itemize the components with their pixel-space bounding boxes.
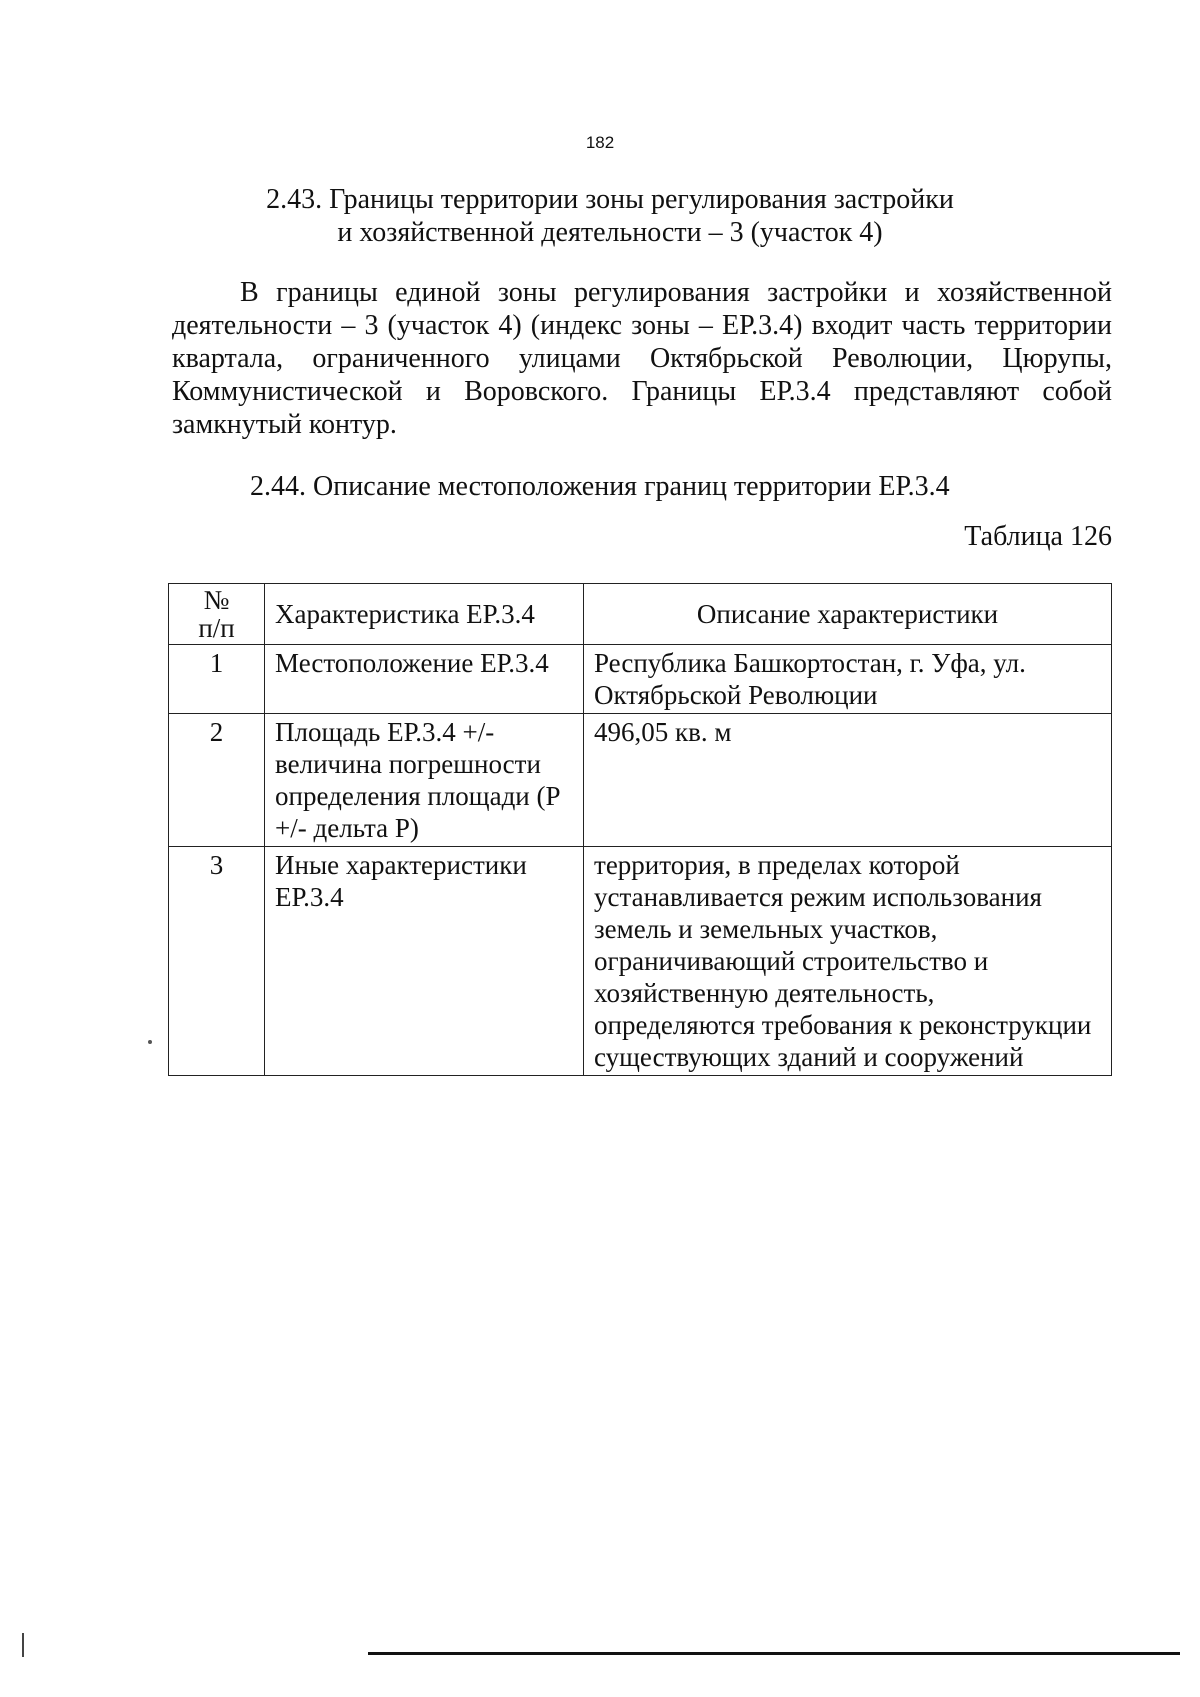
row-description: 496,05 кв. м xyxy=(584,714,1112,847)
page-number: 182 xyxy=(585,133,615,152)
characteristics-table xyxy=(168,583,1112,1076)
header-number-pp: п/п xyxy=(198,613,235,643)
section-title-line-2: и хозяйственной деятельности – 3 (участок 4) xyxy=(337,217,883,248)
row-characteristic: Местоположение ЕР.3.4 xyxy=(265,645,584,714)
section-title xyxy=(220,183,1000,249)
row-number: 2 xyxy=(169,714,265,847)
section-title-line-1: 2.43. Границы территории зоны регулирования застройки xyxy=(266,184,954,215)
subsection-title: 2.44. Описание местоположения границ территории ЕР.3.4 xyxy=(250,471,950,502)
row-number: 3 xyxy=(169,847,265,1076)
row-number: 1 xyxy=(169,645,265,714)
row-description: территория, в пределах которой устанавливается режим использования земель и земельных участков, ограничивающий строительство и хозяйственную деятельность, определяются требования к реконструкции существующих зданий и сооружений xyxy=(584,847,1112,1076)
header-characteristic: Характеристика ЕР.3.4 xyxy=(265,584,584,645)
row-description: Республика Башкортостан, г. Уфа, ул. Октябрьской Революции xyxy=(584,645,1112,714)
table-row xyxy=(169,714,1112,847)
row-characteristic: Иные характеристики ЕР.3.4 xyxy=(265,847,584,1076)
header-number-sign: № xyxy=(203,585,230,615)
header-description: Описание характеристики xyxy=(584,584,1112,645)
table-caption: Таблица 126 xyxy=(964,521,1112,552)
table-row xyxy=(169,645,1112,714)
header-number xyxy=(169,584,265,645)
paragraph-text: В границы единой зоны регулирования застройки и хозяйственной деятельности – 3 (участок 4) (индекс зоны – ЕР.3.4) входит часть территории квартала, ограниченного улицами Октябрьской Революции, Цюрупы, Коммунистической и Воровского. Границы ЕР.3.4 представляют собой замкнутый контур. xyxy=(172,277,1112,440)
scan-edge-mark xyxy=(22,1633,24,1657)
row-characteristic: Площадь ЕР.3.4 +/- величина погрешности определения площади (Р +/- дельта Р) xyxy=(265,714,584,847)
section-paragraph xyxy=(172,276,1112,441)
scan-bottom-rule xyxy=(368,1652,1180,1655)
scan-speck xyxy=(148,1040,152,1044)
table-header-row xyxy=(169,584,1112,645)
table-row xyxy=(169,847,1112,1076)
